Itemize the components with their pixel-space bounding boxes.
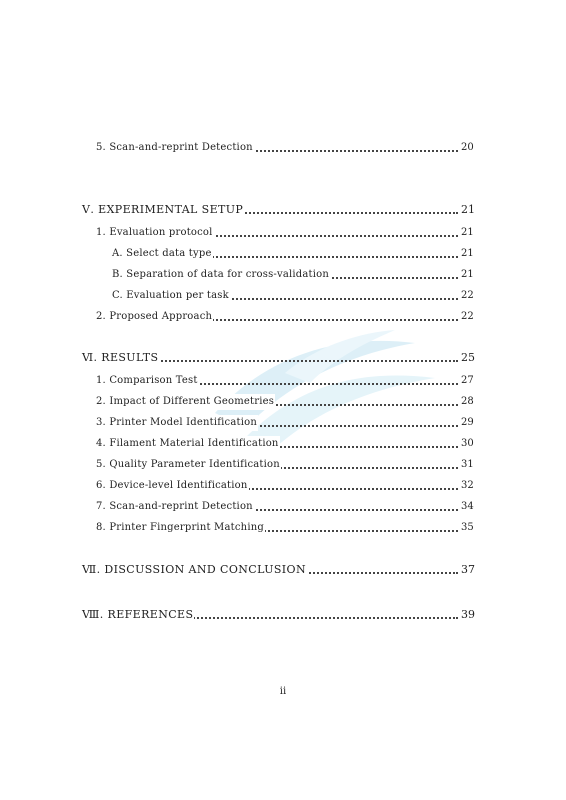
toc-entry[interactable] bbox=[0, 373, 566, 391]
toc-chapter-title: Ⅶ. DISCUSSION AND CONCLUSION bbox=[82, 563, 306, 576]
toc-entry-title: 6. Device-level Identification bbox=[96, 478, 249, 494]
toc-entry-page: 21 bbox=[460, 225, 479, 241]
toc-chapter-page: 25 bbox=[460, 350, 479, 366]
toc-entry[interactable] bbox=[0, 225, 566, 243]
toc-entry-page: 20 bbox=[460, 140, 479, 156]
toc-entry[interactable] bbox=[0, 520, 566, 538]
toc-chapter-title: Ⅴ. EXPERIMENTAL SETUP bbox=[82, 203, 244, 216]
page-number: ii bbox=[279, 686, 287, 697]
toc-entry-title: 5. Quality Parameter Identification bbox=[96, 457, 281, 473]
toc-chapter-title: Ⅵ. RESULTS bbox=[82, 351, 159, 364]
toc-subentry[interactable] bbox=[0, 246, 566, 264]
toc-entry[interactable] bbox=[0, 436, 566, 454]
toc-entry[interactable] bbox=[0, 478, 566, 496]
toc-chapter[interactable] bbox=[0, 607, 566, 625]
toc-entry-page: 35 bbox=[460, 520, 479, 536]
toc-entry[interactable] bbox=[0, 457, 566, 475]
toc-entry-title: 2. Impact of Different Geometries bbox=[96, 394, 275, 410]
toc-entry-page: 32 bbox=[460, 478, 479, 494]
toc-entry-page: 22 bbox=[460, 309, 479, 325]
toc-chapter-page: 21 bbox=[460, 202, 479, 218]
toc-entry-page: 31 bbox=[460, 457, 479, 473]
toc-subentry-page: 21 bbox=[460, 267, 479, 283]
toc-entry-title: 3. Printer Model Identification bbox=[96, 415, 258, 431]
toc-subentry-page: 22 bbox=[460, 288, 479, 304]
toc-entry-title: 7. Scan-and-reprint Detection bbox=[96, 499, 254, 515]
toc-subentry-title: B. Separation of data for cross-validation bbox=[112, 267, 330, 283]
toc-subentry[interactable] bbox=[0, 267, 566, 285]
toc-entry-title: 8. Printer Fingerprint Matching bbox=[96, 520, 265, 536]
toc-entry-page: 28 bbox=[460, 394, 479, 410]
toc-subentry-page: 21 bbox=[460, 246, 479, 262]
toc-subentry[interactable] bbox=[0, 288, 566, 306]
toc-entry-title: 2. Proposed Approach bbox=[96, 309, 213, 325]
toc-chapter[interactable] bbox=[0, 562, 566, 580]
toc-entry[interactable] bbox=[0, 140, 566, 158]
toc-entry-title: 1. Evaluation protocol bbox=[96, 225, 214, 241]
toc-entry-page: 30 bbox=[460, 436, 479, 452]
toc-entry-page: 27 bbox=[460, 373, 479, 389]
toc-chapter-page: 37 bbox=[460, 562, 479, 578]
toc-entry[interactable] bbox=[0, 394, 566, 412]
toc-chapter-title: Ⅷ. REFERENCES bbox=[82, 608, 194, 621]
toc-chapter[interactable] bbox=[0, 202, 566, 220]
toc-entry-page: 29 bbox=[460, 415, 479, 431]
toc-subentry-title: A. Select data type bbox=[112, 246, 213, 262]
toc-entry-title: 1. Comparison Test bbox=[96, 373, 199, 389]
toc-chapter-page: 39 bbox=[460, 607, 479, 623]
toc-chapter[interactable] bbox=[0, 350, 566, 368]
toc-entry[interactable] bbox=[0, 499, 566, 517]
toc-entry-title: 4. Filament Material Identification bbox=[96, 436, 280, 452]
toc-entry[interactable] bbox=[0, 309, 566, 327]
toc-entry-title: 5. Scan-and-reprint Detection bbox=[96, 140, 254, 156]
toc-subentry-title: C. Evaluation per task bbox=[112, 288, 230, 304]
toc-entry[interactable] bbox=[0, 415, 566, 433]
toc-entry-page: 34 bbox=[460, 499, 479, 515]
